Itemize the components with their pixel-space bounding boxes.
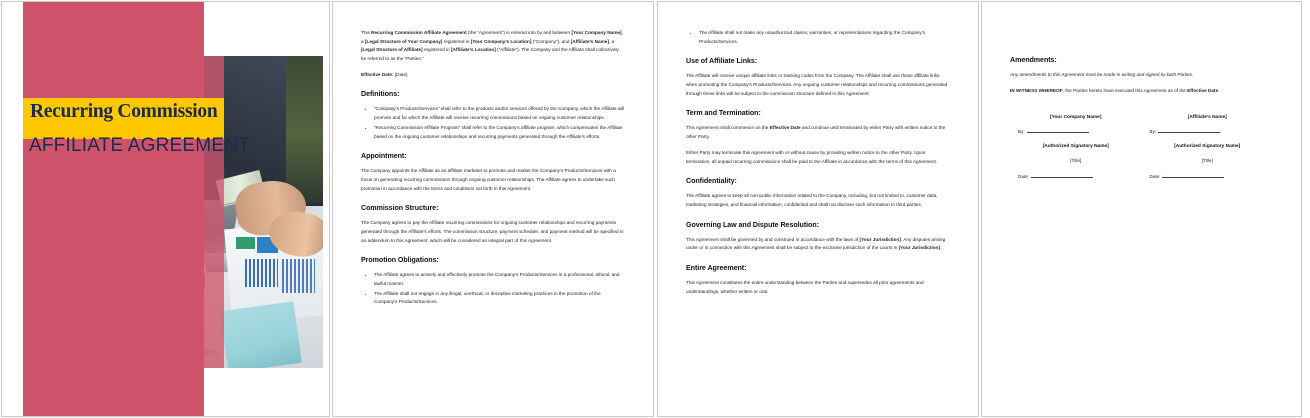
- definitions-list: [361, 105, 625, 141]
- term-termination-paragraph-2: Either Party may terminate this Agreement with or without cause by providing written notice to the other Party. Upon termination, all unpaid recurring commissions shall be paid to the Affiliate in accordance with the terms of this Agreement.: [686, 149, 938, 164]
- confidentiality-body: The Affiliate agrees to keep all non-public information related to the Company, including, but not limited to, customer data, marketing strategies, and financial information, confidential and shall not disclose such information to third parties.: [686, 193, 938, 207]
- list-item: • The Affiliate agrees to actively and effectively promote the Company’s Products/Services in a professional, ethical, and lawful manner.: [374, 271, 625, 288]
- page-2-content: [333, 2, 653, 416]
- governing-law-heading: Governing Law and Dispute Resolution:: [686, 220, 819, 229]
- page-1-cover[interactable]: [1, 1, 330, 417]
- appointment-heading: Appointment:: [361, 152, 407, 161]
- cover-title-subtitle: AFFILIATE AGREEMENT: [29, 135, 250, 156]
- term-termination-paragraph-1: This Agreement shall commence on the Effective Date and continue until terminated by either Party with written notice to the other Party.: [686, 125, 946, 140]
- amendments-heading: Amendments:: [1010, 56, 1057, 64]
- signature-column-affiliate: [1142, 115, 1274, 189]
- term-termination-heading: Term and Termination:: [686, 109, 761, 118]
- affiliate-signature-rule[interactable]: [1158, 132, 1220, 133]
- governing-law-body: This Agreement shall be governed by and construed in accordance with the laws of [Your Jurisdiction]. Any disputes arising under or in connection with this Agreement shall be subject to the exclusive jurisdiction of the courts in [Your Jurisdiction].: [686, 236, 946, 251]
- affiliate-links-body: The Affiliate will receive unique affiliate links or tracking codes from the Company. The Affiliate shall use these affiliate links when promoting the Company’s Products/Services. Any ongoing customer relationships and recurring commissions generated through these links will be subject to the commission structure defined in this Agreement.: [686, 73, 948, 96]
- list-item: • The Affiliate shall not make any unauthorized claims, warranties, or representations regarding the Company’s Products/Services.: [699, 29, 950, 46]
- company-signatory-name: [Authorized Signatory Name]: [1042, 144, 1109, 150]
- list-item: • The Affiliate shall not engage in any illegal, unethical, or deceptive marketing practices in the promotion of the Company’s Products/Services.: [374, 290, 625, 307]
- definitions-heading: Definitions:: [361, 90, 400, 99]
- confidentiality-heading: Confidentiality:: [686, 177, 737, 186]
- page-4-signatures[interactable]: [981, 1, 1302, 417]
- signature-column-company: [1010, 115, 1142, 189]
- affiliate-signatory-title: [Title]: [1201, 158, 1213, 164]
- cover-layout: [2, 2, 329, 416]
- signature-block: [1010, 115, 1273, 189]
- company-signature-rule[interactable]: [1027, 132, 1089, 133]
- page-2-body[interactable]: [332, 1, 654, 417]
- intro-paragraph: This Recurring Commission Affiliate Agreement (the “Agreement”) is entered into by and between [Your Company Name], a [Legal Structure of Your Company] registered in [Your Company’s Location] (“Company”), and [Affiliate’s Name], a [Legal Structure of Affiliate] registered in [Affiliate’s Location] (“Affiliate”). The Company and the Affiliate shall collectively be referred to as the “Parties.”: [361, 30, 623, 62]
- affiliate-date-line[interactable]: Date:: [1150, 174, 1266, 179]
- page-3-content: [658, 2, 978, 416]
- list-item: • “Recurring Commission Affiliate Program” shall refer to the Company’s affiliate program, which compensates the Affiliate based on the ongoing customer relationships and recurring payments generated through the Affiliate’s efforts.: [374, 124, 625, 141]
- company-by-line[interactable]: By:: [1018, 129, 1134, 134]
- entire-agreement-body: This Agreement constitutes the entire understanding between the Parties and supersedes all prior agreements and understandings, whether written or oral.: [686, 279, 924, 294]
- affiliate-links-heading: Use of Affiliate Links:: [686, 57, 758, 66]
- effective-date-line: Effective Date: [Date]: [361, 71, 408, 77]
- affiliate-by-line[interactable]: By:: [1150, 129, 1266, 134]
- promotion-obligations-list-continued: [686, 29, 950, 46]
- promotion-obligations-list: [361, 271, 625, 307]
- page-4-content: [982, 2, 1301, 416]
- commission-structure-body: The Company agrees to pay the Affiliate recurring commissions for ongoing customer relationships and recurring payments generated through the Affiliate’s efforts. The commission structure, payment schedule, and payment method will be specified in an addendum to this Agreement, which will be considered an integral part of this Agreement.: [361, 220, 624, 243]
- commission-structure-heading: Commission Structure:: [361, 204, 439, 213]
- amendments-body: Any amendments to this Agreement must be made in writing and signed by both Parties.: [1010, 72, 1194, 77]
- cover-title-main: Recurring Commission: [30, 101, 218, 122]
- affiliate-date-rule[interactable]: [1162, 177, 1224, 178]
- entire-agreement-heading: Entire Agreement:: [686, 263, 747, 272]
- company-date-line[interactable]: Date:: [1018, 174, 1134, 179]
- company-party-name: [Your Company Name]: [1050, 115, 1102, 121]
- company-signatory-title: [Title]: [1070, 158, 1082, 164]
- page-3-body[interactable]: [657, 1, 979, 417]
- list-item: • “Company’s Products/Services” shall refer to the products and/or services offered by the Company, which the Affiliate will promote and for which the Affiliate will receive recurring commissions based on ongoing customer relationships.: [374, 105, 625, 122]
- witness-clause: IN WITNESS WHEREOF, the Parties hereto have executed this Agreement as of the Effective Date.: [1010, 87, 1220, 93]
- promotion-obligations-heading: Promotion Obligations:: [361, 256, 439, 265]
- appointment-body: The Company appoints the Affiliate as an affiliate marketer to promote and market the Company’s Products/Services with a focus on generating recurring commissions through ongoing customer relationships. The Affiliate agrees to undertake such promotion in accordance with the terms and conditions set forth in this Agreement.: [361, 168, 616, 191]
- affiliate-party-name: [Affiliate’s Name]: [1187, 115, 1227, 121]
- company-date-rule[interactable]: [1031, 177, 1093, 178]
- cover-color-band: [23, 2, 204, 417]
- affiliate-signatory-name: [Authorized Signatory Name]: [1174, 144, 1241, 150]
